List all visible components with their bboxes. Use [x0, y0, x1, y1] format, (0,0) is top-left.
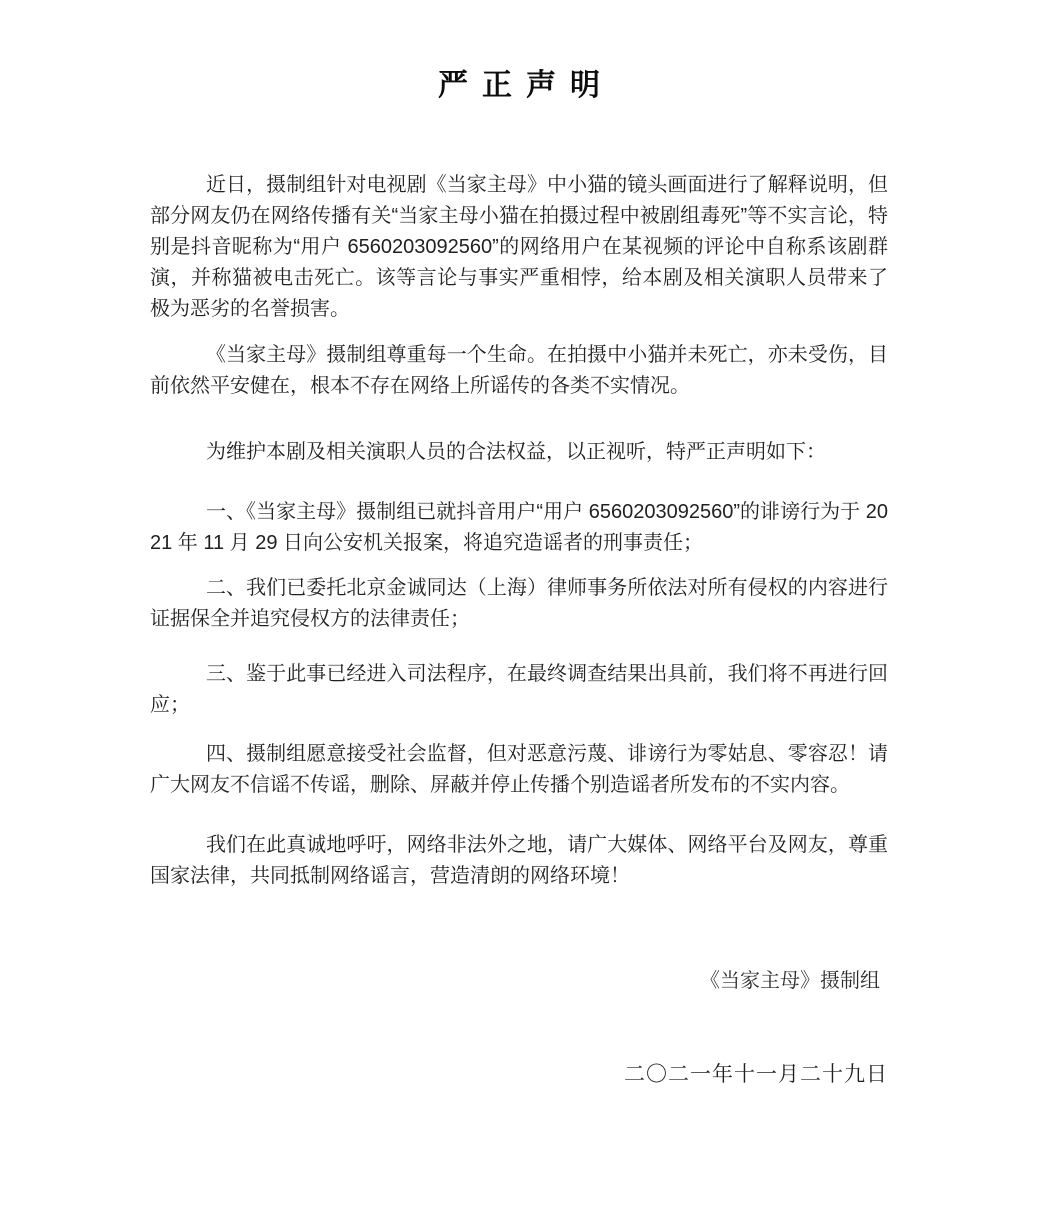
para-appeal: 我们在此真诚地呼吁，网络非法外之地，请广大媒体、网络平台及网友，尊重国家法律，共同抵制网络谣言，营造清朗的网络环境！ — [150, 834, 888, 887]
statement-item-3: 三、鉴于此事已经进入司法程序，在最终调查结果出具前，我们将不再进行回应； — [150, 663, 888, 716]
statement-item-1: 一、《当家主母》摄制组已就抖音用户“用户 6560203092560”的诽谤行为于 2021 年 11 月 29 日向公安机关报案，将追究造谣者的刑事责任； — [150, 501, 888, 554]
document-title: 严正声明 — [438, 69, 614, 102]
statement-item-4: 四、摄制组愿意接受社会监督，但对恶意污蔑、诽谤行为零姑息、零容忍！请广大网友不信谣不传谣，删除、屏蔽并停止传播个别造谣者所发布的不实内容。 — [150, 743, 888, 796]
statement-item-2: 二、我们已委托北京金诚同达（上海）律师事务所依法对所有侵权的内容进行证据保全并追究侵权方的法律责任； — [150, 577, 888, 630]
date-line: 二〇二一年十一月二十九日 — [624, 1063, 888, 1086]
signature: 《当家主母》摄制组 — [700, 970, 880, 992]
para-declaration-intro: 为维护本剧及相关演职人员的合法权益，以正视听，特严正声明如下： — [206, 441, 826, 463]
para-cat-status: 《当家主母》摄制组尊重每一个生命。在拍摄中小猫并未死亡，亦未受伤，目前依然平安健在，根本不存在网络上所谣传的各类不实情况。 — [150, 344, 888, 397]
para-background: 近日，摄制组针对电视剧《当家主母》中小猫的镜头画面进行了解释说明，但部分网友仍在网络传播有关“当家主母小猫在拍摄过程中被剧组毒死”等不实言论，特别是抖音昵称为“用户 6560203092560”的网络用户在某视频的评论中自称系该剧群演，并称猫被电击死亡。该等言论与事实严重相悖，给本剧及相关演职人员带来了极为恶劣的名誉损害。 — [150, 174, 888, 320]
